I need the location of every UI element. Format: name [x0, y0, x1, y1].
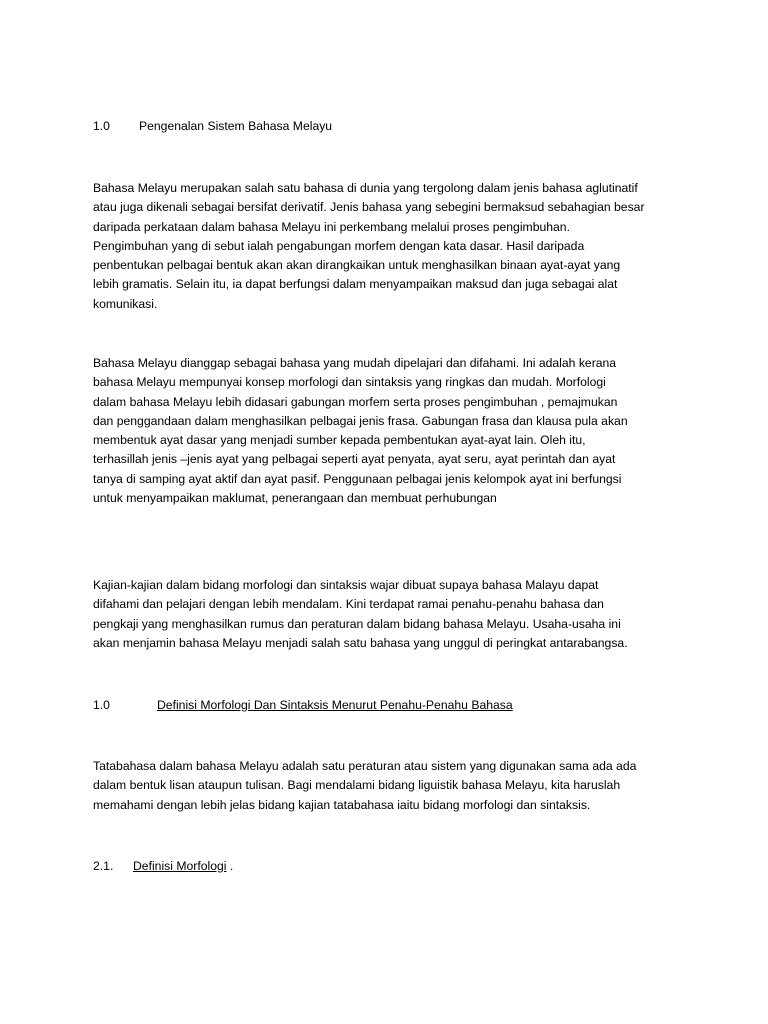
text-line: untuk menyampaikan maklumat, penerangaan dan membuat perhubungan [93, 491, 497, 506]
text-line: atau juga dikenali sebagai bersifat derivatif. Jenis bahasa yang sebegini bermaksud sebahagian besar [93, 200, 645, 215]
text-line: tanya di samping ayat aktif dan ayat pasif. Penggunaan pelbagai jenis kelompok ayat ini berfungsi [93, 471, 622, 486]
text-line: dalam bentuk lisan ataupun tulisan. Bagi mendalami bidang liguistik bahasa Melayu, kita haruslah [93, 778, 621, 793]
section-title: Pengenalan Sistem Bahasa Melayu [139, 119, 333, 133]
text-line: difahami dan pelajari dengan lebih mendalam. Kini terdapat ramai penahu-penahu bahasa dan [93, 597, 604, 612]
section-title-suffix: . [226, 859, 234, 873]
text-line: Tatabahasa dalam bahasa Melayu adalah satu peraturan atau sistem yang digunakan sama ada ada [93, 759, 637, 773]
text-line: dalam bahasa Melayu lebih didasari gabungan morfem serta proses pengimbuhan , pemajmukan [93, 394, 618, 409]
text-line: penbentukan pelbagai bentuk akan akan dirangkaikan untuk menghasilkan binaan ayat-ayat yang [93, 258, 621, 273]
text-line: komunikasi. [93, 296, 158, 311]
text-line: dan penggandaan dalam menghasilkan pelbagai jenis frasa. Gabungan frasa dan klausa pula akan [93, 413, 628, 428]
section-title-wrap [133, 859, 233, 873]
text-line: Bahasa Melayu merupakan salah satu bahasa di dunia yang tergolong dalam jenis bahasa aglutinatif [93, 181, 638, 195]
text-line: pengkaji yang menghasilkan rumus dan peraturan dalam bidang bahasa Melayu. Usaha-usaha ini [93, 616, 621, 631]
text-line: Pengimbuhan yang di sebut ialah pengabungan morfem dengan kata dasar. Hasil daripada [93, 238, 585, 253]
section-number: 1.0 [93, 119, 110, 133]
paragraph-2 [93, 354, 693, 508]
section-title: Definisi Morfologi [133, 859, 227, 873]
text-line: akan menjamin bahasa Melayu menjadi salah satu bahasa yang unggul di peringkat antarabangsa. [93, 635, 628, 650]
section-number: 1.0 [93, 698, 110, 712]
section-number: 2.1. [93, 859, 114, 873]
paragraph-4 [93, 757, 693, 815]
text-line: Kajian-kajian dalam bidang morfologi dan sintaksis wajar dibuat supaya bahasa Malayu dapat [93, 578, 599, 592]
text-line: terhasillah jenis –jenis ayat yang pelbagai seperti ayat penyata, ayat seru, ayat perintah dan ayat [93, 452, 616, 467]
section-title: Definisi Morfologi Dan Sintaksis Menurut Penahu-Penahu Bahasa [157, 698, 513, 712]
text-line: memahami dengan lebih jelas bidang kajian tatabahasa iaitu bidang morfologi dan sintaksis. [93, 797, 591, 812]
text-line: lebih gramatis. Selain itu, ia dapat berfungsi dalam menyampaikan maksud dan juga sebagai alat [93, 277, 618, 292]
text-line: Bahasa Melayu dianggap sebagai bahasa yang mudah dipelajari dan difahami. Ini adalah kerana [93, 356, 617, 370]
text-line: daripada perkataan dalam bahasa Melayu ini perkembang melalui proses pengimbuhan. [93, 219, 570, 234]
text-line: bahasa Melayu mempunyai konsep morfologi dan sintaksis yang ringkas dan mudah. Morfologi [93, 375, 606, 390]
paragraph-3 [93, 576, 693, 653]
paragraph-1 [93, 179, 693, 314]
text-line: membentuk ayat dasar yang menjadi sumber kepada pembentukan ayat-ayat lain. Oleh itu, [93, 433, 586, 448]
